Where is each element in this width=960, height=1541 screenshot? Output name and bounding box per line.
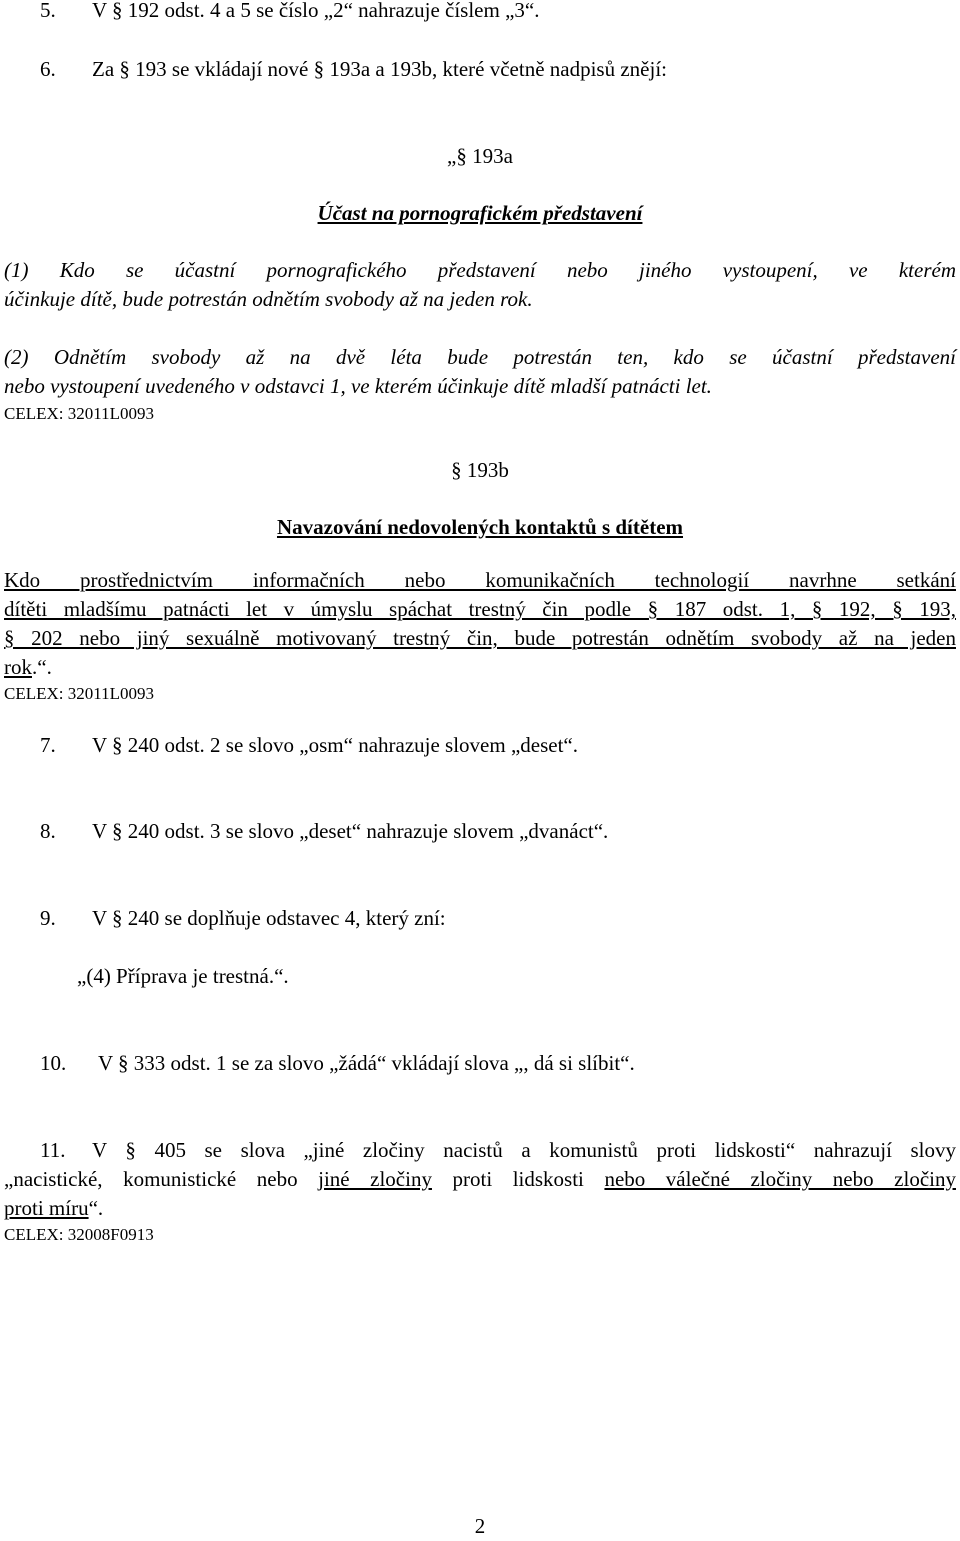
- section-193b-heading: § 193b: [451, 458, 509, 482]
- section-193a-p1-line2: účinkuje dítě, bude potrestán odnětím svobody až na jeden rok.: [4, 287, 533, 311]
- item-10-text: V § 333 odst. 1 se za slovo „žádá“ vkládají slova „, dá si slíbit“.: [98, 1051, 635, 1075]
- item-6-text: Za § 193 se vkládají nové § 193a a 193b, které včetně nadpisů znějí:: [92, 57, 667, 81]
- section-193a-p2-line2: nebo vystoupení uvedeného v odstavci 1, ve kterém účinkuje dítě mladší patnácti let.: [4, 374, 712, 398]
- item-9-quote: „(4) Příprava je trestná.“.: [77, 964, 289, 988]
- section-193b-line2: dítěti mladšímu patnácti let v úmyslu spáchat trestný čin podle § 187 odst. 1, § 192, § 193,: [4, 597, 956, 621]
- item-7-number: 7.: [40, 733, 56, 757]
- item-9-text: V § 240 se doplňuje odstavec 4, který zní:: [92, 906, 446, 930]
- item-9-number: 9.: [40, 906, 56, 930]
- item-8-text: V § 240 odst. 3 se slovo „deset“ nahrazuje slovem „dvanáct“.: [92, 819, 609, 843]
- section-193a-title: Účast na pornografickém představení: [317, 201, 643, 225]
- celex-reference-2: CELEX: 32011L0093: [4, 684, 154, 703]
- section-193b-line4-underlined: rok: [4, 655, 32, 679]
- item-11-line2-underlined-2: nebo válečné zločiny nebo zločiny: [604, 1167, 956, 1191]
- section-193b-line1: Kdo prostřednictvím informačních nebo komunikačních technologií navrhne setkání: [4, 568, 956, 592]
- celex-reference-1: CELEX: 32011L0093: [4, 404, 154, 423]
- item-11-line2-a: „nacistické, komunistické nebo: [4, 1167, 319, 1191]
- item-8-number: 8.: [40, 819, 56, 843]
- section-193b-title: Navazování nedovolených kontaktů s dítětem: [276, 515, 684, 539]
- celex-reference-3: CELEX: 32008F0913: [4, 1225, 154, 1244]
- item-11-line2-b: proti lidskosti: [431, 1167, 605, 1191]
- item-11-line3-underlined: proti míru: [4, 1196, 89, 1220]
- item-10-number: 10.: [40, 1051, 67, 1075]
- section-193b-line4: [4, 653, 956, 682]
- page-number: 2: [474, 1514, 486, 1538]
- section-193b-line4-rest: .“.: [32, 655, 52, 679]
- section-193a-p1-line1: (1) Kdo se účastní pornografického představení nebo jiného vystoupení, ve kterém: [4, 258, 956, 282]
- item-5-text: V § 192 odst. 4 a 5 se číslo „2“ nahrazuje číslem „3“.: [92, 0, 540, 22]
- section-193a-p2-line1: (2) Odnětím svobody až na dvě léta bude potrestán ten, kdo se účastní představení: [4, 345, 956, 369]
- item-11-line3-rest: “.: [88, 1196, 104, 1220]
- item-5-number: 5.: [40, 0, 56, 22]
- item-11-line2: [4, 1165, 956, 1194]
- section-193b-line3: § 202 nebo jiný sexuálně motivovaný trestný čin, bude potrestán odnětím svobody až na jeden: [4, 626, 956, 650]
- item-7-text: V § 240 odst. 2 se slovo „osm“ nahrazuje slovem „deset“.: [92, 733, 579, 757]
- item-11-line1: V § 405 se slova „jiné zločiny nacistů a komunistů proti lidskosti“ nahrazují slovy: [92, 1138, 956, 1162]
- item-11-line3: [4, 1194, 956, 1223]
- section-193a-heading: „§ 193a: [447, 144, 513, 168]
- item-11-line2-underlined-1: jiné zločiny: [318, 1167, 432, 1191]
- item-11-number: 11.: [40, 1138, 66, 1162]
- item-6-number: 6.: [40, 57, 56, 81]
